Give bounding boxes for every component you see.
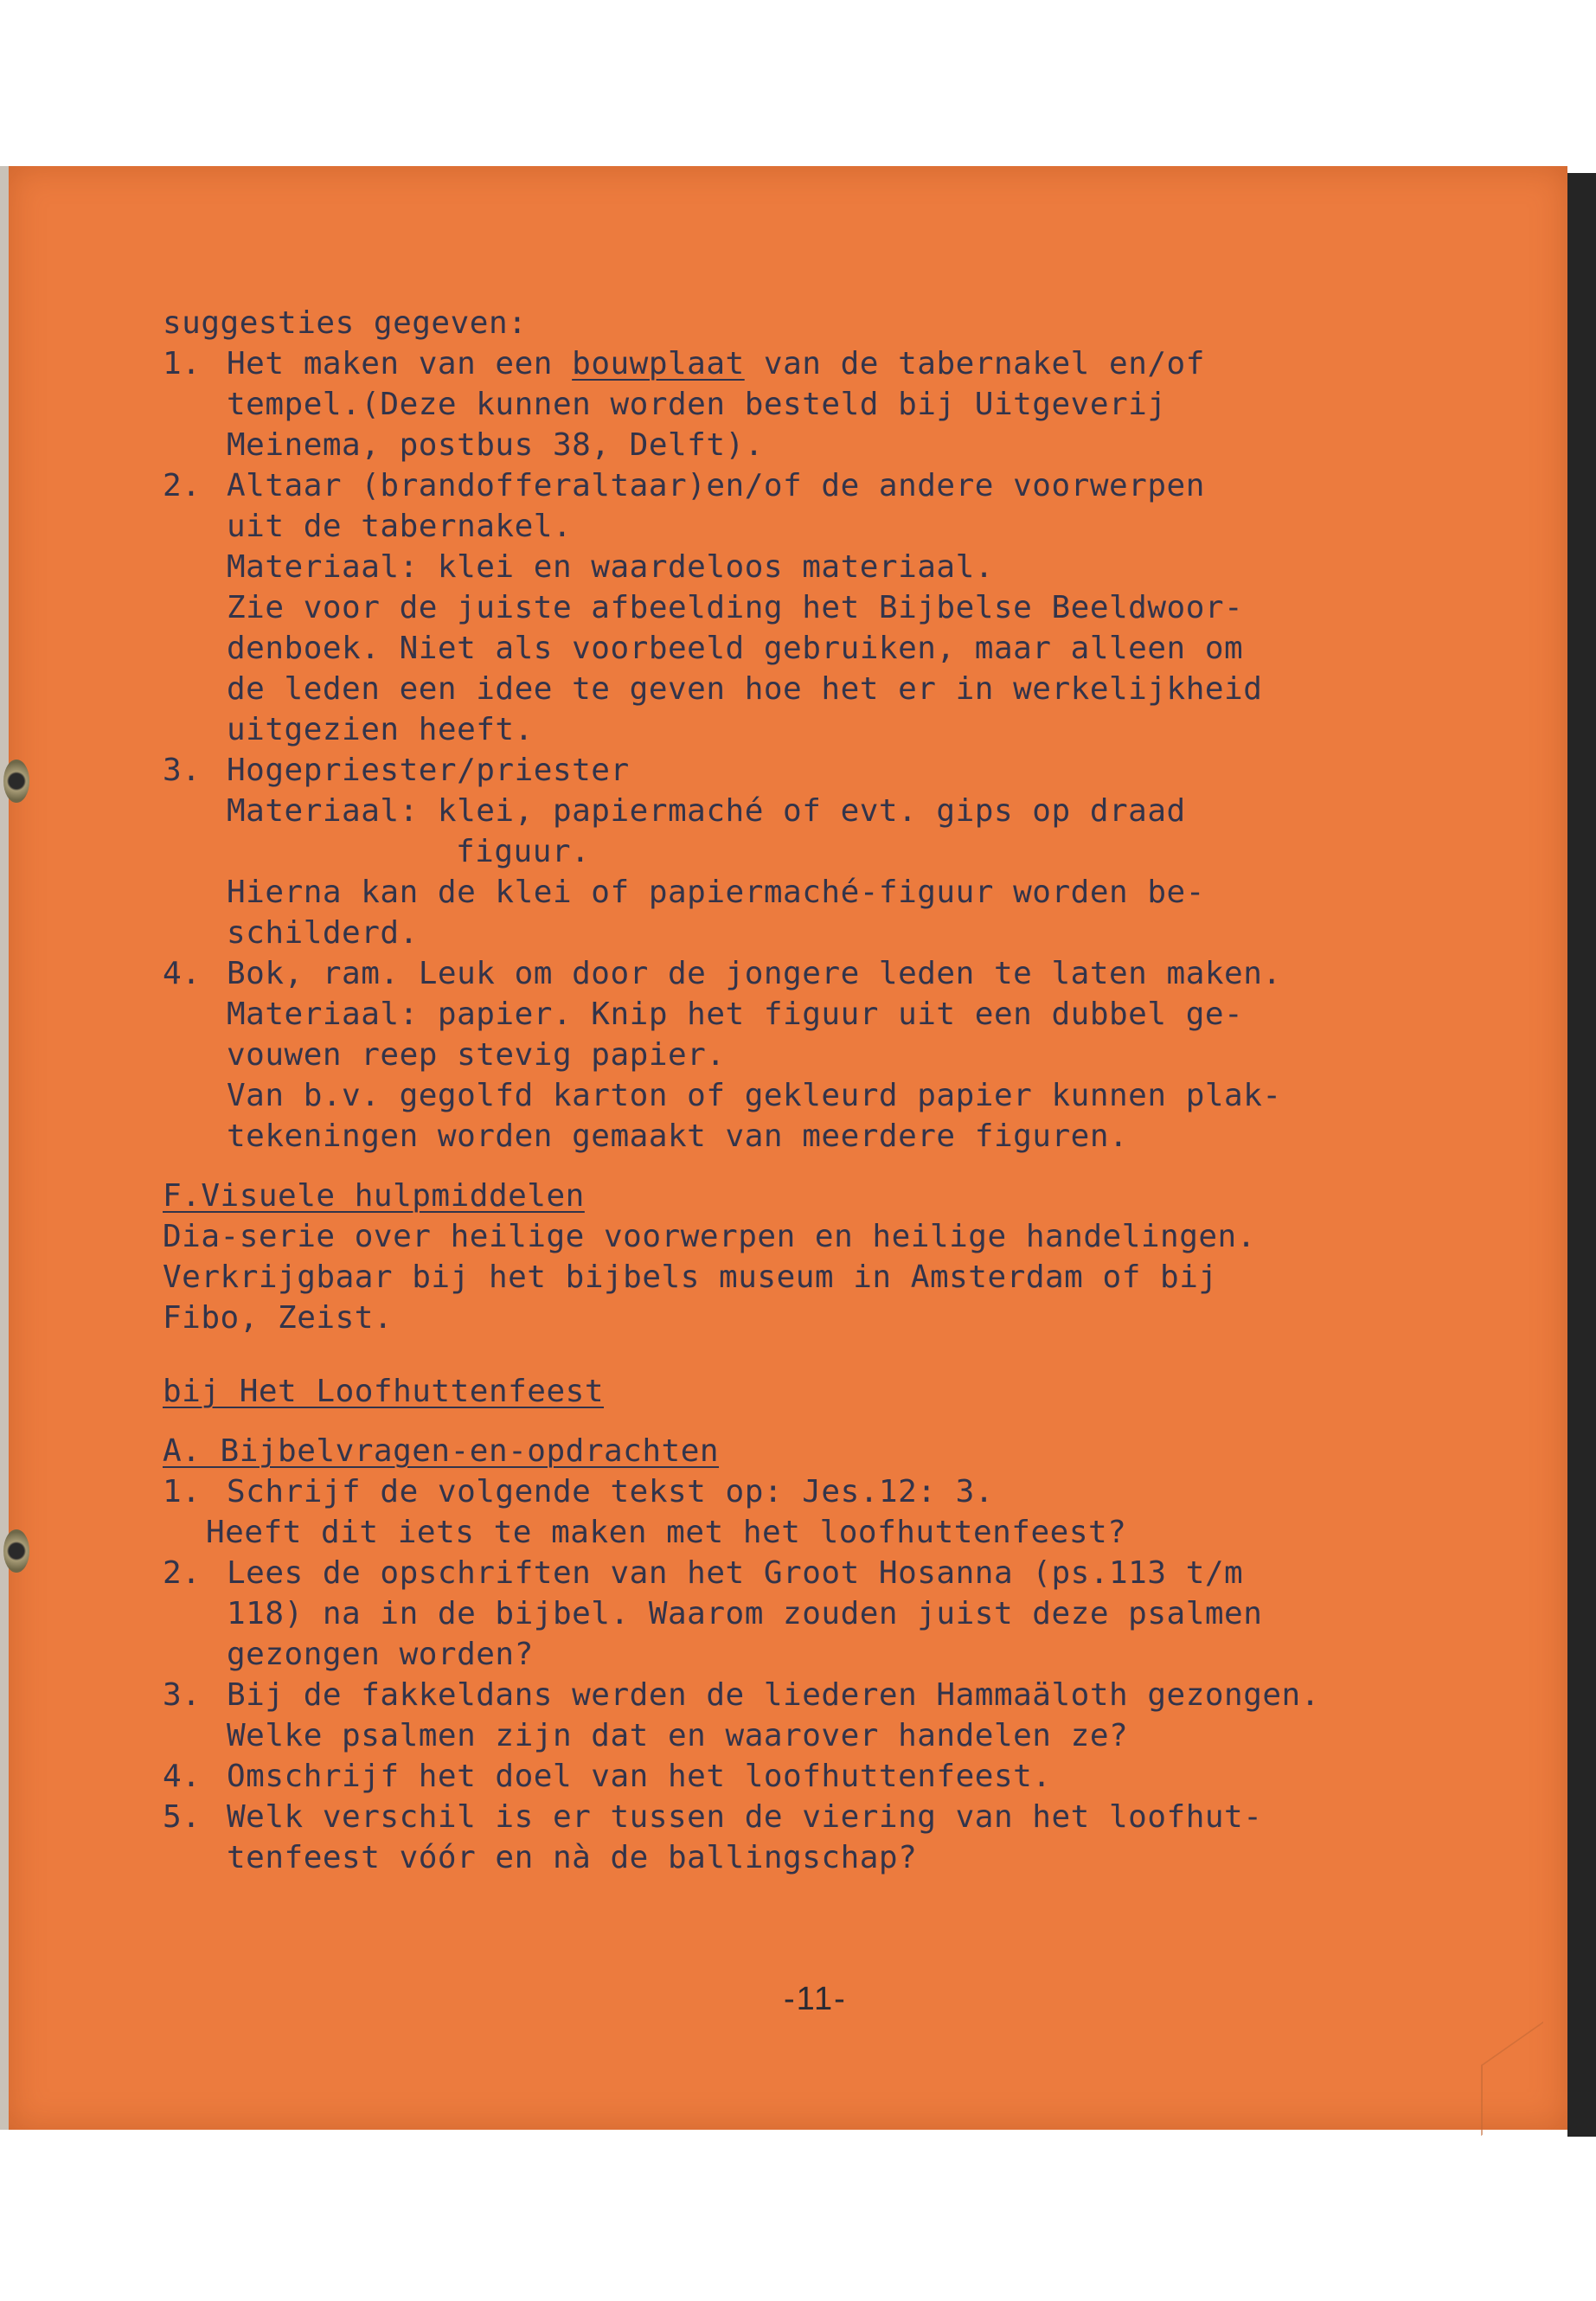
question-line: Welke psalmen zijn dat en waarover handelen ze? [227, 1718, 1129, 1753]
question-item-1 [163, 1471, 1417, 1512]
visual-aids-line: Dia-serie over heilige voorwerpen en heilige handelingen. [163, 1219, 1256, 1254]
question-line: Omschrijf het doel van het loofhuttenfeest. [227, 1759, 1052, 1794]
dark-edge-strip [1567, 173, 1596, 2137]
question-line: Schrijf de volgende tekst op: Jes.12: 3. [227, 1474, 994, 1509]
question-item-1-followup [163, 1512, 1417, 1553]
suggestion-line: Hogepriester/priester [227, 753, 630, 788]
suggestion-line: Materiaal: klei, papiermaché of evt. gips op draad [227, 793, 1186, 829]
sub-heading-bijbelvragen: A. Bijbelvragen-en-opdrachten [163, 1433, 720, 1469]
question-number: 5. [163, 1799, 202, 1835]
question-number: 4. [163, 1759, 202, 1794]
binder-hole-top [3, 760, 29, 803]
suggestion-line: uitgezien heeft. [227, 712, 534, 747]
suggestion-number: 3. [163, 753, 202, 788]
question-line: tenfeest vóór en nà de ballingschap? [227, 1840, 918, 1875]
suggestion-line: Hierna kan de klei of papiermaché-figuur worden be- [227, 875, 1205, 910]
suggestion-line: de leden een idee te geven hoe het er in werkelijkheid [227, 671, 1263, 707]
suggestion-line: Materiaal: papier. Knip het figuur uit een dubbel ge- [227, 997, 1244, 1032]
intro-line: suggesties gegeven: [163, 305, 528, 341]
section-heading-visual-aids: F.Visuele hulpmiddelen [163, 1178, 585, 1214]
suggestion-line: Meinema, postbus 38, Delft). [227, 427, 764, 463]
suggestion-line: figuur. [456, 834, 591, 869]
suggestion-line: denboek. Niet als voorbeeld gebruiken, maar alleen om [227, 631, 1244, 666]
binder-hole-bottom [3, 1529, 29, 1573]
question-line: Bij de fakkeldans werden de liederen Hammaäloth gezongen. [227, 1677, 1320, 1713]
suggestion-item-1 [163, 343, 1417, 465]
question-number: 3. [163, 1677, 202, 1713]
suggestion-line: Bok, ram. Leuk om door de jongere leden te laten maken. [227, 956, 1282, 991]
suggestion-line: vouwen reep stevig papier. [227, 1037, 726, 1073]
suggestion-line: Zie voor de juiste afbeelding het Bijbelse Beeldwoor- [227, 590, 1244, 625]
question-line: gezongen worden? [227, 1637, 534, 1672]
question-number: 1. [163, 1474, 202, 1509]
question-line: Heeft dit iets te maken met het loofhuttenfeest? [206, 1515, 1127, 1550]
question-line: Lees de opschriften van het Groot Hosanna (ps.113 t/m [227, 1555, 1244, 1591]
suggestion-line: schilderd. [227, 915, 419, 951]
visual-aids-line: Verkrijgbaar bij het bijbels museum in Amsterdam of bij [163, 1259, 1218, 1295]
suggestion-line: Altaar (brandofferaltaar)en/of de andere voorwerpen [227, 468, 1205, 503]
suggestion-number: 1. [163, 346, 202, 381]
suggestion-line: tekeningen worden gemaakt van meerdere figuren. [227, 1118, 1129, 1154]
question-item-2 [163, 1553, 1417, 1675]
question-item-4 [163, 1756, 1417, 1797]
question-number [163, 1512, 206, 1553]
question-line: 118) na in de bijbel. Waarom zouden juist deze psalmen [227, 1596, 1263, 1631]
suggestion-item-4 [163, 953, 1417, 1157]
question-item-5 [163, 1797, 1417, 1878]
suggestion-item-2 [163, 465, 1417, 750]
suggestion-line: tempel.(Deze kunnen worden besteld bij Uitgeverij [227, 387, 1167, 422]
suggestion-number: 2. [163, 468, 202, 503]
suggestion-item-3 [163, 750, 1417, 953]
visual-aids-line: Fibo, Zeist. [163, 1300, 394, 1336]
question-line: Welk verschil is er tussen de viering van het loofhut- [227, 1799, 1263, 1835]
typed-text-body [163, 303, 1417, 1878]
suggestion-line: uit de tabernakel. [227, 509, 573, 544]
underlined-term: bouwplaat [572, 346, 745, 381]
section-heading-loofhuttenfeest: bij Het Loofhuttenfeest [163, 1374, 604, 1409]
question-item-3 [163, 1675, 1417, 1756]
page-number: -11- [784, 1981, 847, 2017]
suggestion-number: 4. [163, 956, 202, 991]
suggestion-line: Materiaal: klei en waardeloos materiaal. [227, 549, 994, 585]
suggestion-line: Van b.v. gegolfd karton of gekleurd papier kunnen plak- [227, 1078, 1282, 1113]
suggestion-line: Het maken van een bouwplaat van de tabernakel en/of [227, 346, 1205, 381]
question-number: 2. [163, 1555, 202, 1591]
